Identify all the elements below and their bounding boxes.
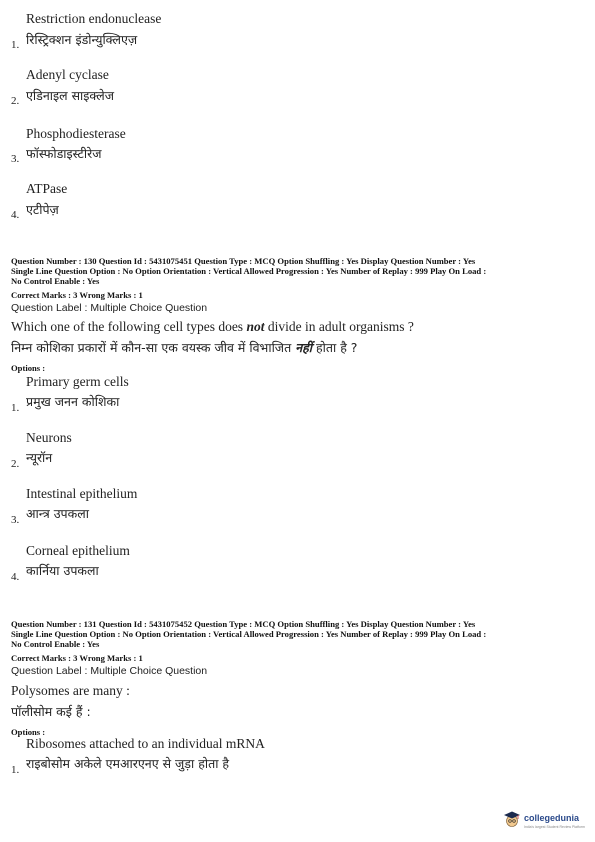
option-2-number: 2. <box>11 458 20 470</box>
question-meta-line-1: Question Number : 130 Question Id : 5431075451 Question Type : MCQ Option Shuffling : Yes Display Question Number : Yes <box>11 256 476 266</box>
question-text-hindi: पॉलीसोम कई हैं : <box>11 704 91 719</box>
option-2-number: 2. <box>11 95 20 107</box>
option-2-hindi: एडिनाइल साइक्लेज <box>26 88 114 103</box>
option-4-hindi: एटीपेज़ <box>26 202 59 217</box>
logo-name: collegedunia <box>524 813 580 823</box>
option-1-english: Primary germ cells <box>26 374 129 389</box>
question-text-english: Polysomes are many : <box>11 683 130 698</box>
option-4-english: ATPase <box>26 181 68 196</box>
question-meta-line-3: No Control Enable : Yes <box>11 276 100 286</box>
collegedunia-logo <box>503 808 589 834</box>
question-text-english-part-2: divide in adult organisms ? <box>264 319 414 334</box>
question-text-english <box>11 319 414 335</box>
option-1-number: 1. <box>11 764 20 776</box>
option-4-number: 4. <box>11 209 20 221</box>
question-text-english-part-1: Which one of the following cell types does <box>11 319 247 334</box>
question-meta-line-2: Single Line Question Option : No Option Orientation : Vertical Allowed Progression : Yes Number of Replay : 999 Play On Load : <box>11 266 487 276</box>
option-4-hindi: कार्निया उपकला <box>26 563 99 578</box>
question-text-hindi <box>11 339 357 356</box>
option-3-number: 3. <box>11 514 20 526</box>
option-1-hindi: प्रमुख जनन कोशिका <box>26 394 120 409</box>
option-1-english: Restriction endonuclease <box>26 11 162 26</box>
question-marks: Correct Marks : 3 Wrong Marks : 1 <box>11 653 143 663</box>
options-label: Options : <box>11 363 46 373</box>
question-meta-line-1: Question Number : 131 Question Id : 5431075452 Question Type : MCQ Option Shuffling : Yes Display Question Number : Yes <box>11 619 476 629</box>
question-text-english-emphasis: not <box>246 319 265 334</box>
option-1-hindi: राइबोसोम अकेले एमआरएनए से जुड़ा होता है <box>26 756 230 771</box>
option-2-english: Adenyl cyclase <box>26 67 109 82</box>
option-3-hindi: फॉस्फोडाइस्टीरेज <box>26 146 102 161</box>
question-label: Question Label : Multiple Choice Question <box>11 665 208 677</box>
option-1-number: 1. <box>11 402 20 414</box>
question-text-hindi-part-1: निम्न कोशिका प्रकारों में कौन-सा एक वयस्क जीव में विभाजित <box>11 340 296 355</box>
question-marks: Correct Marks : 3 Wrong Marks : 1 <box>11 290 143 300</box>
option-1-number: 1. <box>11 39 20 51</box>
option-3-hindi: आन्त्र उपकला <box>26 506 89 521</box>
option-3-english: Phosphodiesterase <box>26 126 126 141</box>
option-3-english: Intestinal epithelium <box>26 486 138 501</box>
question-meta-line-2: Single Line Question Option : No Option Orientation : Vertical Allowed Progression : Yes Number of Replay : 999 Play On Load : <box>11 629 487 639</box>
question-text-hindi-part-2: होता है ? <box>312 340 358 355</box>
option-2-hindi: न्यूरॉन <box>26 450 53 465</box>
question-label: Question Label : Multiple Choice Question <box>11 302 208 314</box>
option-4-number: 4. <box>11 571 20 583</box>
logo-tagline: India's largest Student Review Platform <box>524 825 585 829</box>
option-4-english: Corneal epithelium <box>26 543 130 558</box>
option-3-number: 3. <box>11 153 20 165</box>
graduation-cap-icon <box>503 810 521 828</box>
options-label: Options : <box>11 727 46 737</box>
option-1-hindi: रिस्ट्रिक्शन इंडोन्युक्लिएज़ <box>26 32 138 47</box>
option-1-english: Ribosomes attached to an individual mRNA <box>26 736 265 751</box>
question-text-hindi-emphasis: नहीं <box>295 340 313 355</box>
question-meta-line-3: No Control Enable : Yes <box>11 639 100 649</box>
option-2-english: Neurons <box>26 430 72 445</box>
